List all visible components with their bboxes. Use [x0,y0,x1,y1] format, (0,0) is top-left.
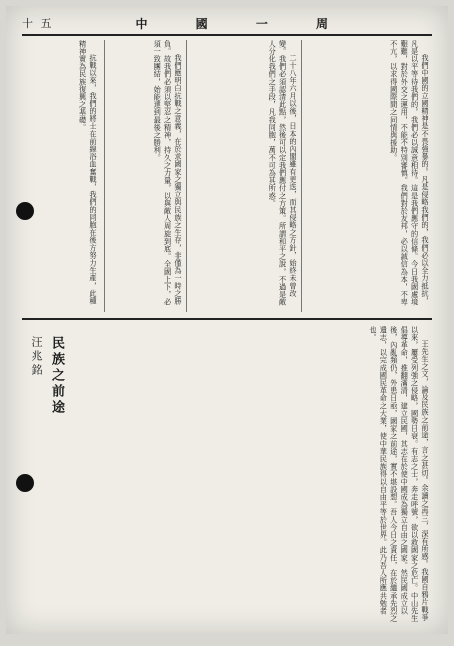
binding-hole-icon [16,474,34,492]
article-text: 抗戰以來，我們的將士在前線浴血奮戰，我們的同胞在後方努力生產，此種精神實為民族復興之基礎。 [78,40,98,306]
binding-hole-icon [16,202,34,220]
page-header [22,12,432,36]
article-title-block [30,336,66,496]
masthead: 中 國 一 周 [135,16,351,31]
section-divider [22,318,432,320]
article-top-left [28,40,98,312]
article-text: 我們應明白抗戰之意義，在於求國家之獨立與民族之生存，非僅為一時之勝負。故我們必須以堅忍之精神，持久之力量，以與敵人周旋到底。全國上下，必須一致團結，始能達到最後之勝利。 [153,40,183,306]
column-divider [301,40,302,312]
column-divider [186,40,187,312]
article-text: 二十八年六月以後，日本的內閣雖有更迭，而其侵略之方針，始終未曾改變。我們必須認清此點，然後可以定我們應付之方策。所謂和平之說，不過是敵人分化我們之手段，凡我同胞，萬不可為其所惑。 [268,40,298,306]
article-top-middle [188,40,298,312]
article-text: 王先生之文，論及民族之前途，言之甚切。余讀之再三，深有所感。我國自鴉片戰爭以來，屢受列強之侵略，國勢日衰。有志之士，奔走呼號，欲以救國家之危亡。中山先生倡導革命，推翻滿清，建立民國，其志在於使中國成為獨立自由之國家。然民國成立以後，內亂頻仍，外患日亟，國家之前途，實不堪設想。吾人今日之責任，在於繼承先烈之遺志，以完成國民革命之大業，使中華民族得以自由平等於世界。此乃吾人所應共勉者也。 [368,326,430,623]
article-author: 汪兆銘 [30,336,43,378]
article-top-right [305,40,430,312]
article-top-middle-left [83,40,183,312]
article-text: 我們中國的立國精神是不畏強暴的。凡是侵略我們的，我們必以全力抵抗，凡是以平等待我們的，我們必以誠意相待。這是我們應守的信條。今日我國處境艱難，對於外交之運用，不能不特別審慎。我們對於友邦，必以誠信為本，不卑不亢，以求得國際間之同情與援助。 [389,40,430,306]
article-bottom [85,326,430,624]
page-number: 十 五 [22,17,54,30]
article-title: 民族之前途 [49,336,64,416]
column-divider [104,40,105,312]
newspaper-page [6,6,448,634]
